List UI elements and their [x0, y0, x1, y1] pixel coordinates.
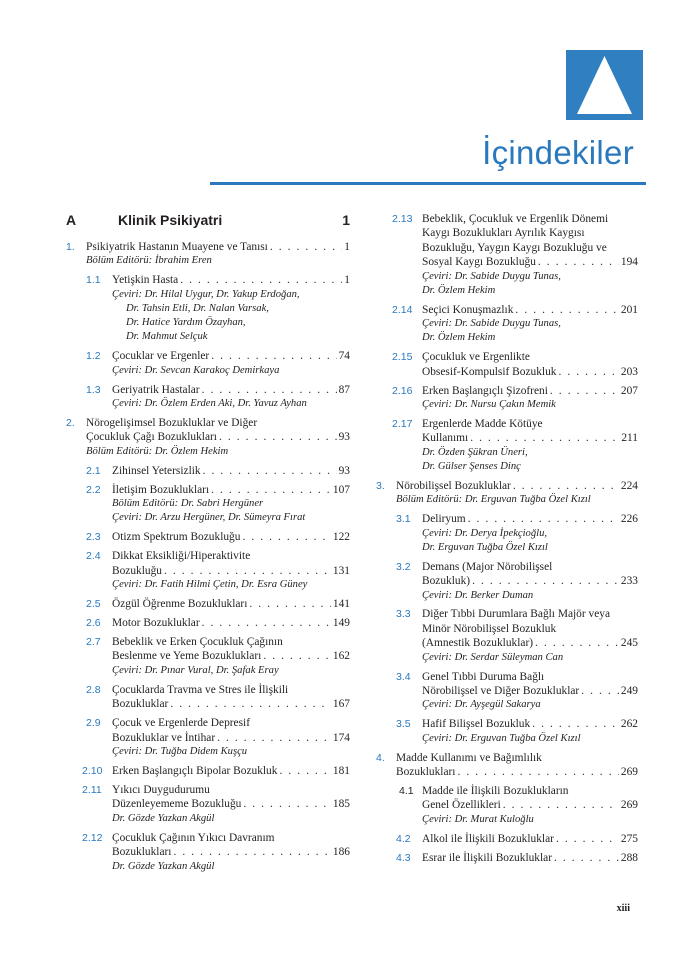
translator: Dr. Özden Şükran Üneri,: [422, 446, 528, 458]
page-number: 245: [620, 637, 638, 650]
translator: Çeviri: Dr. Özlem Erden Aki, Dr. Yavuz Ayhan: [112, 397, 307, 409]
section-title: Zihinsel Yetersizlik: [112, 464, 201, 477]
toc-section-2-1[interactable]: [66, 464, 350, 478]
leader-dots: [515, 303, 618, 317]
toc-section-1-2[interactable]: [66, 349, 350, 378]
translator: Dr. Özlem Hekim: [422, 284, 496, 296]
translator: Çeviri: Dr. Serdar Süleyman Can: [422, 651, 564, 663]
section-title: Bebeklik, Çocukluk ve Ergenlik Dönemi: [422, 213, 609, 225]
page-number: 167: [332, 698, 350, 711]
triangle-logo-icon: [566, 50, 643, 120]
chapter-title: Nörogelişimsel Bozukluklar ve Diğer: [86, 416, 258, 429]
section-title: Genel Özellikleri: [422, 799, 501, 812]
entry-line: [422, 622, 638, 636]
entry-line: [422, 431, 638, 445]
section-title: Düzenleyememe Bozukluğu: [112, 798, 242, 811]
leader-dots: [581, 684, 619, 698]
section-title: Bozukluklar ve İntihar: [112, 731, 216, 744]
section-number: 4.2: [396, 832, 411, 845]
leader-dots: [170, 697, 331, 711]
page-number: 1: [344, 241, 350, 253]
translator: Çeviri: Dr. Derya İpekçioğlu,: [422, 527, 548, 539]
entry-line: [422, 717, 638, 731]
page-number: 269: [620, 799, 638, 812]
section-number: 4.1: [399, 785, 414, 798]
section-title: Yıkıcı Duygudurumu: [112, 784, 210, 797]
entry-line: [112, 349, 350, 363]
page-number: 93: [338, 464, 350, 477]
toc-section-2-11[interactable]: [66, 783, 350, 826]
toc-section-2-12[interactable]: [66, 831, 350, 874]
translator: Dr. Özlem Hekim: [422, 332, 496, 344]
chapter-number: 4.: [376, 751, 385, 764]
translator: Dr. Gözde Yazkan Akgül: [112, 812, 215, 824]
page-number: 288: [620, 851, 638, 864]
section-title: Kaygı Bozuklukları Ayrılık Kaygısı: [422, 227, 585, 240]
toc-chapter-3[interactable]: [376, 479, 638, 508]
leader-dots: [556, 832, 619, 846]
section-number: 1.2: [86, 350, 101, 363]
entry-line: [422, 365, 638, 379]
entry-line: [422, 417, 638, 431]
toc-section-3-2[interactable]: [376, 560, 638, 603]
entry-line: [112, 783, 350, 797]
page-number: 131: [332, 564, 350, 577]
section-number: 2.5: [86, 597, 101, 610]
toc-section-2-6[interactable]: [66, 616, 350, 630]
section-title: Çocuklarda Travma ve Stres ile İlişkili: [112, 683, 289, 696]
leader-dots: [249, 597, 331, 611]
page-number: 262: [620, 718, 638, 731]
section-heading: [66, 212, 350, 232]
title-rule: [210, 182, 646, 185]
translator: Dr. Hatice Yardım Özayhan,: [126, 317, 246, 329]
section-number: 2.11: [82, 784, 102, 797]
toc-section-2-8[interactable]: [66, 683, 350, 712]
section-title: Esrar ile İlişkili Bozukluklar: [422, 851, 553, 864]
entry-line: [422, 241, 638, 255]
entry-line: [396, 751, 638, 765]
translator: Dr. Erguvan Tuğba Özel Kızıl: [422, 541, 548, 553]
publisher-logo: [566, 50, 643, 120]
entry-line: [112, 697, 350, 711]
entry-line: [112, 731, 350, 745]
leader-dots: [554, 851, 619, 865]
section-title: Çocukluk Çağının Yıkıcı Davranım: [112, 831, 275, 844]
leader-dots: [503, 798, 619, 812]
page-number: 207: [620, 384, 638, 397]
toc-section-2-7[interactable]: [66, 635, 350, 678]
entry-line: [112, 764, 350, 778]
translator: Dr. Tahsin Etli, Dr. Nalan Varsak,: [126, 302, 269, 314]
chapter-title: Psikiyatrik Hastanın Muayene ve Tanısı: [86, 241, 268, 253]
page-number: 141: [332, 597, 350, 610]
page-number: 275: [620, 832, 638, 845]
section-title: Erken Başlangıçlı Bipolar Bozukluk: [112, 764, 278, 777]
translator: Çeviri: Dr. Ayşegül Sakarya: [422, 699, 541, 711]
section-title: Kullanımı: [422, 432, 469, 445]
section-title: Motor Bozukluklar: [112, 616, 200, 629]
entry-line: [396, 479, 638, 493]
entry-line: [422, 350, 638, 364]
chapter-title: Madde Kullanımı ve Bağımlılık: [396, 751, 542, 764]
entry-line: [422, 560, 638, 574]
page-number: 181: [332, 764, 350, 777]
entry-line: [112, 683, 350, 697]
section-number: 1.3: [86, 383, 101, 396]
entry-line: [422, 832, 638, 846]
leader-dots: [535, 636, 619, 650]
page-number: 203: [620, 365, 638, 378]
leader-dots: [263, 649, 331, 663]
section-number: 2.16: [392, 384, 413, 397]
page-number: 201: [620, 303, 638, 316]
toc-section-4-2[interactable]: [376, 832, 638, 846]
section-title: Sosyal Kaygı Bozukluğu: [422, 256, 536, 269]
section-title: (Amnestik Bozukluklar): [422, 637, 534, 650]
entry-line: [422, 574, 638, 588]
toc-chapter-4[interactable]: [376, 751, 638, 780]
leader-dots: [211, 483, 331, 497]
leader-dots: [180, 273, 342, 287]
toc-section-2-2[interactable]: [66, 483, 350, 526]
toc-section-3-4[interactable]: [376, 670, 638, 713]
page-number: 194: [620, 256, 638, 269]
translator: Çeviri: Dr. Sabide Duygu Tunas,: [422, 318, 561, 330]
section-title: Bozukluğu: [112, 564, 162, 577]
entry-line: [112, 797, 350, 811]
entry-line: [112, 483, 350, 497]
entry-line: [422, 212, 638, 226]
page-number: 87: [338, 383, 350, 396]
page-number: 122: [332, 531, 350, 544]
translator: Çeviri: Dr. Erguvan Tuğba Özel Kızıl: [422, 732, 581, 744]
section-number: 2.17: [392, 418, 413, 431]
section-number: 2.10: [82, 764, 103, 777]
section-number: 3.4: [396, 670, 411, 683]
entry-line: [112, 383, 350, 397]
chapter-number: 2.: [66, 416, 75, 429]
toc-section-2-14[interactable]: [376, 303, 638, 346]
section-number: 2.8: [86, 683, 101, 696]
translator: Çeviri: Dr. Fatih Hilmi Çetin, Dr. Esra Güney: [112, 579, 308, 590]
section-title: Yetişkin Hasta: [112, 274, 179, 287]
section-number: 2.7: [86, 636, 101, 649]
entry-line: [112, 716, 350, 730]
toc-section-2-5[interactable]: [66, 597, 350, 611]
page-folio: xiii: [616, 903, 630, 914]
toc-section-2-9[interactable]: [66, 716, 350, 759]
toc-section-2-4[interactable]: [66, 549, 350, 592]
section-number: 2.6: [86, 616, 101, 629]
toc-right-column: [376, 212, 638, 870]
toc-section-2-13[interactable]: [376, 212, 638, 298]
toc-section-1-3[interactable]: [66, 383, 350, 412]
section-title: Bozuklukları: [112, 846, 172, 859]
leader-dots: [472, 574, 619, 588]
section-number: 1.1: [86, 274, 101, 287]
toc-section-2-10[interactable]: [66, 764, 350, 778]
leader-dots: [211, 349, 336, 363]
entry-line: [112, 530, 350, 544]
page-number: 269: [620, 765, 638, 778]
page-number: 226: [620, 513, 638, 526]
leader-dots: [550, 384, 619, 398]
chapter-editor: Bölüm Editörü: Dr. Erguvan Tuğba Özel Kızıl: [396, 494, 591, 506]
entry-line: [422, 512, 638, 526]
section-editor: Bölüm Editörü: Dr. Sabri Hergüner: [112, 498, 264, 509]
leader-dots: [470, 431, 619, 445]
entry-line: [422, 303, 638, 317]
chapter-number: 1.: [66, 241, 75, 253]
chapter-editor: Bölüm Editörü: İbrahim Eren: [86, 255, 212, 267]
translator: Çeviri: Dr. Arzu Hergüner, Dr. Sümeyra Fırat: [112, 512, 306, 524]
section-title: Seçici Konuşmazlık: [422, 303, 514, 316]
leader-dots: [538, 255, 619, 269]
entry-line: [112, 273, 350, 287]
leader-dots: [558, 365, 618, 379]
section-title: Bozukluklar: [112, 698, 169, 711]
section-number: 2.9: [86, 717, 101, 730]
section-title: Çocuklar ve Ergenler: [112, 350, 210, 363]
translator: Çeviri: Dr. Hilal Uygur, Dr. Yakup Erdoğan,: [112, 288, 300, 300]
section-number: 2.13: [392, 213, 413, 225]
translator: Dr. Mahmut Selçuk: [126, 331, 208, 343]
section-title: Alkol ile İlişkili Bozukluklar: [422, 832, 554, 845]
toc-section-3-5[interactable]: [376, 717, 638, 746]
leader-dots: [164, 564, 331, 578]
leader-dots: [468, 512, 619, 526]
page-number: 249: [620, 684, 638, 697]
toc-section-2-16[interactable]: [376, 384, 638, 413]
entry-line: [422, 670, 638, 684]
page-number: 107: [332, 483, 350, 496]
section-title: Bozukluk): [422, 575, 471, 588]
section-title: Özgül Öğrenme Bozuklukları: [112, 597, 248, 610]
translator: Çeviri: Dr. Nursu Çakın Memik: [422, 399, 556, 411]
section-number: 3.1: [396, 513, 411, 526]
toc-section-2-17[interactable]: [376, 417, 638, 474]
toc-chapter-1[interactable]: [66, 240, 350, 269]
chapter-title: Nörobilişsel Bozukluklar: [396, 479, 511, 492]
section-number: 2.1: [86, 464, 101, 477]
page-number: 224: [620, 479, 638, 492]
section-number: 3.5: [396, 718, 411, 731]
entry-line: [422, 851, 638, 865]
entry-line: [112, 464, 350, 478]
section-page: 1: [342, 212, 350, 228]
translator: Çeviri: Dr. Sabide Duygu Tunas,: [422, 270, 561, 282]
leader-dots: [279, 764, 330, 778]
section-letter: A: [66, 212, 77, 228]
entry-line: [422, 226, 638, 240]
entry-line: [422, 798, 638, 812]
section-title: Bebeklik ve Erken Çocukluk Çağının: [112, 636, 283, 649]
section-title: Genel Tıbbi Duruma Bağlı: [422, 670, 545, 683]
toc-section-3-1[interactable]: [376, 512, 638, 555]
page-number: 174: [332, 731, 350, 744]
leader-dots: [532, 717, 619, 731]
page-number: 149: [332, 616, 350, 629]
section-title: Nörobilişsel ve Diğer Bozukluklar: [422, 684, 580, 697]
page-number: 74: [338, 350, 350, 363]
entry-line: [112, 549, 350, 563]
section-title: Obsesif-Kompulsif Bozukluk: [422, 365, 557, 378]
section-title: Madde ile İlişkili Bozuklukların: [422, 785, 569, 798]
toc-section-4-3[interactable]: [376, 851, 638, 865]
section-label: Klinik Psikiyatri: [118, 212, 223, 228]
section-title: Çocuk ve Ergenlerde Depresif: [112, 717, 251, 730]
entry-line: [422, 636, 638, 650]
page-number: 1: [344, 274, 350, 287]
leader-dots: [270, 240, 342, 254]
leader-dots: [513, 479, 619, 493]
leader-dots: [243, 797, 331, 811]
chapter-editor: Bölüm Editörü: Dr. Özlem Hekim: [86, 445, 229, 457]
translator: Çeviri: Dr. Murat Kuloğlu: [422, 813, 534, 825]
translator: Çeviri: Dr. Sevcan Karakoç Demirkaya: [112, 364, 280, 376]
leader-dots: [217, 731, 331, 745]
section-title: Geriyatrik Hastalar: [112, 383, 200, 396]
page-number: 185: [332, 798, 350, 811]
leader-dots: [219, 430, 337, 444]
chapter-title: Çocukluk Çağı Bozuklukları: [86, 431, 217, 444]
section-title: Otizm Spektrum Bozukluğu: [112, 531, 241, 544]
entry-line: [396, 765, 638, 779]
section-number: 2.12: [82, 831, 103, 844]
leader-dots: [202, 383, 337, 397]
entry-line: [422, 607, 638, 621]
leader-dots: [203, 464, 337, 478]
leader-dots: [202, 616, 331, 630]
page-number: 211: [621, 432, 638, 445]
section-title: İletişim Bozuklukları: [112, 483, 210, 496]
entry-line: [112, 597, 350, 611]
section-number: 3.3: [396, 608, 411, 621]
page-number: 162: [332, 650, 350, 663]
chapter-number: 3.: [376, 479, 385, 492]
section-number: 2.3: [86, 531, 101, 544]
section-number: 2.15: [392, 351, 413, 364]
section-title: Hafif Bilişsel Bozukluk: [422, 718, 531, 731]
entry-line: [422, 684, 638, 698]
page-number: 93: [338, 431, 350, 444]
page-number: 233: [620, 575, 638, 588]
leader-dots: [242, 530, 330, 544]
entry-line: [422, 384, 638, 398]
translator: Çeviri: Dr. Pınar Vural, Dr. Şafak Eray: [112, 664, 279, 676]
section-title: Ergenlerde Madde Kötüye: [422, 418, 543, 431]
leader-dots: [173, 845, 330, 859]
toc-section-1-1[interactable]: [66, 273, 350, 344]
section-title: Beslenme ve Yeme Bozuklukları: [112, 650, 262, 663]
entry-line: [112, 616, 350, 630]
entry-line: [112, 564, 350, 578]
entry-line: [112, 831, 350, 845]
section-title: Diğer Tıbbi Durumlara Bağlı Majör veya: [422, 608, 611, 621]
page-number: 186: [332, 846, 350, 859]
leader-dots: [457, 765, 618, 779]
section-title: Erken Başlangıçlı Şizofreni: [422, 384, 548, 397]
section-title: Minör Nörobilişsel Bozukluk: [422, 622, 557, 635]
toc-section-2-15[interactable]: [376, 350, 638, 379]
page-title: İçindekiler: [482, 134, 634, 171]
entry-line: [86, 416, 350, 430]
toc-left-column: [66, 212, 350, 878]
entry-line: [112, 635, 350, 649]
entry-line: [422, 784, 638, 798]
translator: Çeviri: Dr. Tuğba Didem Kuşçu: [112, 746, 248, 758]
section-title: Demans (Major Nörobilişsel: [422, 560, 553, 573]
section-title: Çocukluk ve Ergenlikte: [422, 351, 530, 364]
section-number: 3.2: [396, 560, 411, 573]
section-title: Deliryum: [422, 513, 466, 526]
translator: Dr. Gülser Şenses Dinç: [422, 461, 521, 473]
toc-chapter-2[interactable]: [66, 416, 350, 459]
section-title: Bozukluğu, Yaygın Kaygı Bozukluğu ve: [422, 241, 607, 254]
entry-line: [422, 255, 638, 269]
section-number: 2.4: [86, 550, 101, 563]
translator: Dr. Gözde Yazkan Akgül: [112, 860, 215, 872]
entry-line: [86, 240, 350, 254]
entry-line: [112, 845, 350, 859]
entry-line: [112, 649, 350, 663]
toc-section-4-1[interactable]: [376, 784, 638, 827]
section-number: 2.2: [86, 483, 101, 496]
translator: Çeviri: Dr. Berker Duman: [422, 589, 534, 601]
section-number: 2.14: [392, 303, 413, 316]
chapter-title: Bozuklukları: [396, 765, 456, 778]
entry-line: [86, 430, 350, 444]
toc-section-2-3[interactable]: [66, 530, 350, 544]
toc-section-3-3[interactable]: [376, 607, 638, 664]
section-number: 4.3: [396, 851, 411, 864]
section-title: Dikkat Eksikliği/Hiperaktivite: [112, 550, 251, 563]
